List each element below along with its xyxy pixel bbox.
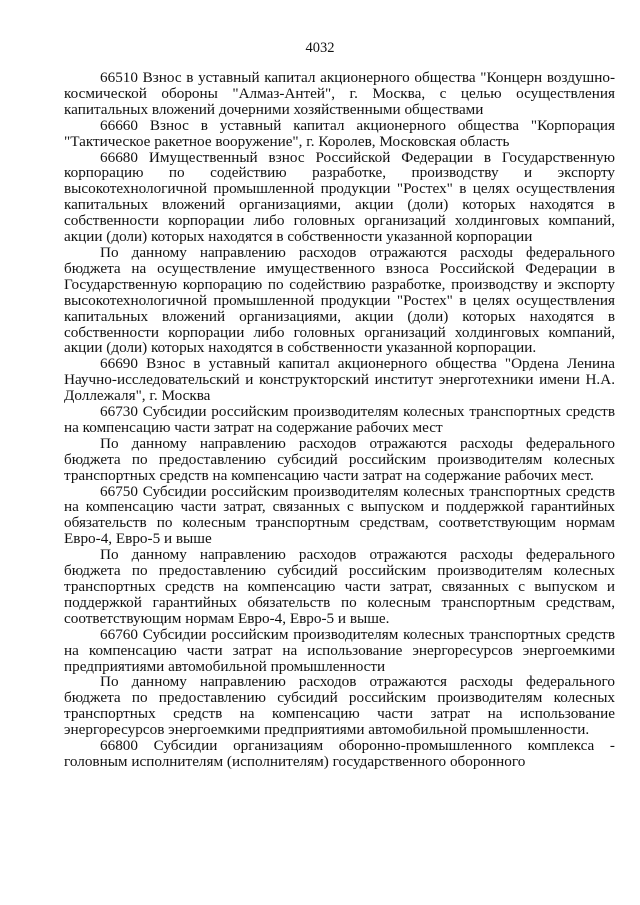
paragraph-66690: 66690 Взнос в уставный капитал акционерного общества "Ордена Ленина Научно-исследовательский и конструкторский институт энерготехники имени Н.А. Доллежаля", г. Москва: [64, 355, 615, 405]
document-text-body: [64, 70, 615, 770]
paragraph-66750: 66750 Субсидии российским производителям колесных транспортных средств на компенсацию части затрат, связанных с выпуском и поддержкой гарантийных обязательств по колесным транспортным средствам, соответствующим нормам Евро-4, Евро-5 и выше: [64, 482, 615, 548]
page-number: 4032: [305, 40, 335, 56]
paragraph-66680-description: По данному направлению расходов отражаются расходы федерального бюджета на осуществление имущественного взноса Российской Федерации в Государственную корпорацию по содействию разработке, производству и экспорту высокотехнологичной промышленной продукции "Ростех" в целях осуществления капитальных вложений организациями, акции (доли) которых находятся в собственности корпорации либо головных организаций холдинговых компаний, акции (доли) которых находятся в собственности указанной корпорации.: [64, 243, 615, 357]
paragraph-66730: 66730 Субсидии российским производителям колесных транспортных средств на компенсацию части затрат на содержание рабочих мест: [64, 403, 615, 436]
paragraph-66510: 66510 Взнос в уставный капитал акционерного общества "Концерн воздушно-космической обороны "Алмаз-Антей", г. Москва, с целью осуществления капитальных вложений дочерними хозяйственными обществами: [64, 69, 615, 118]
paragraph-66760: 66760 Субсидии российским производителям колесных транспортных средств на компенсацию части затрат на использование энергоресурсов энергоемкими предприятиями автомобильной промышленности: [64, 625, 615, 675]
paragraph-66750-description: По данному направлению расходов отражаются расходы федерального бюджета по предоставлению субсидий российским производителям колесных транспортных средств на компенсацию части затрат, связанных с выпуском и поддержкой гарантийных обязательств по колесным транспортным средствам, соответствующим нормам Евро-4, Евро-5 и выше.: [64, 546, 615, 627]
paragraph-66730-description: По данному направлению расходов отражаются расходы федерального бюджета по предоставлению субсидий российским производителям колесных транспортных средств на компенсацию части затрат на содержание рабочих мест.: [64, 434, 615, 484]
paragraph-66660: 66660 Взнос в уставный капитал акционерного общества "Корпорация "Тактическое ракетное вооружение", г. Королев, Московская область: [64, 116, 615, 150]
paragraph-66760-description: По данному направлению расходов отражаются расходы федерального бюджета по предоставлению субсидий российским производителям колесных транспортных средств на компенсацию части затрат на использование энергоресурсов энергоемкими предприятиями автомобильной промышленности.: [64, 673, 615, 739]
paragraph-66800: 66800 Субсидии организациям оборонно-промышленного комплекса - головным исполнителям (исполнителям) государственного оборонного: [64, 737, 615, 770]
paragraph-66680: 66680 Имущественный взнос Российской Федерации в Государственную корпорацию по содействию разработке, производству и экспорту высокотехнологичной промышленной продукции "Ростех" в целях осуществления капитальных вложений организациями, акции (доли) которых находятся в собственности корпорации либо головных организаций холдинговых компаний, акции (доли) которых находятся в собственности указанной корпорации: [64, 148, 615, 246]
